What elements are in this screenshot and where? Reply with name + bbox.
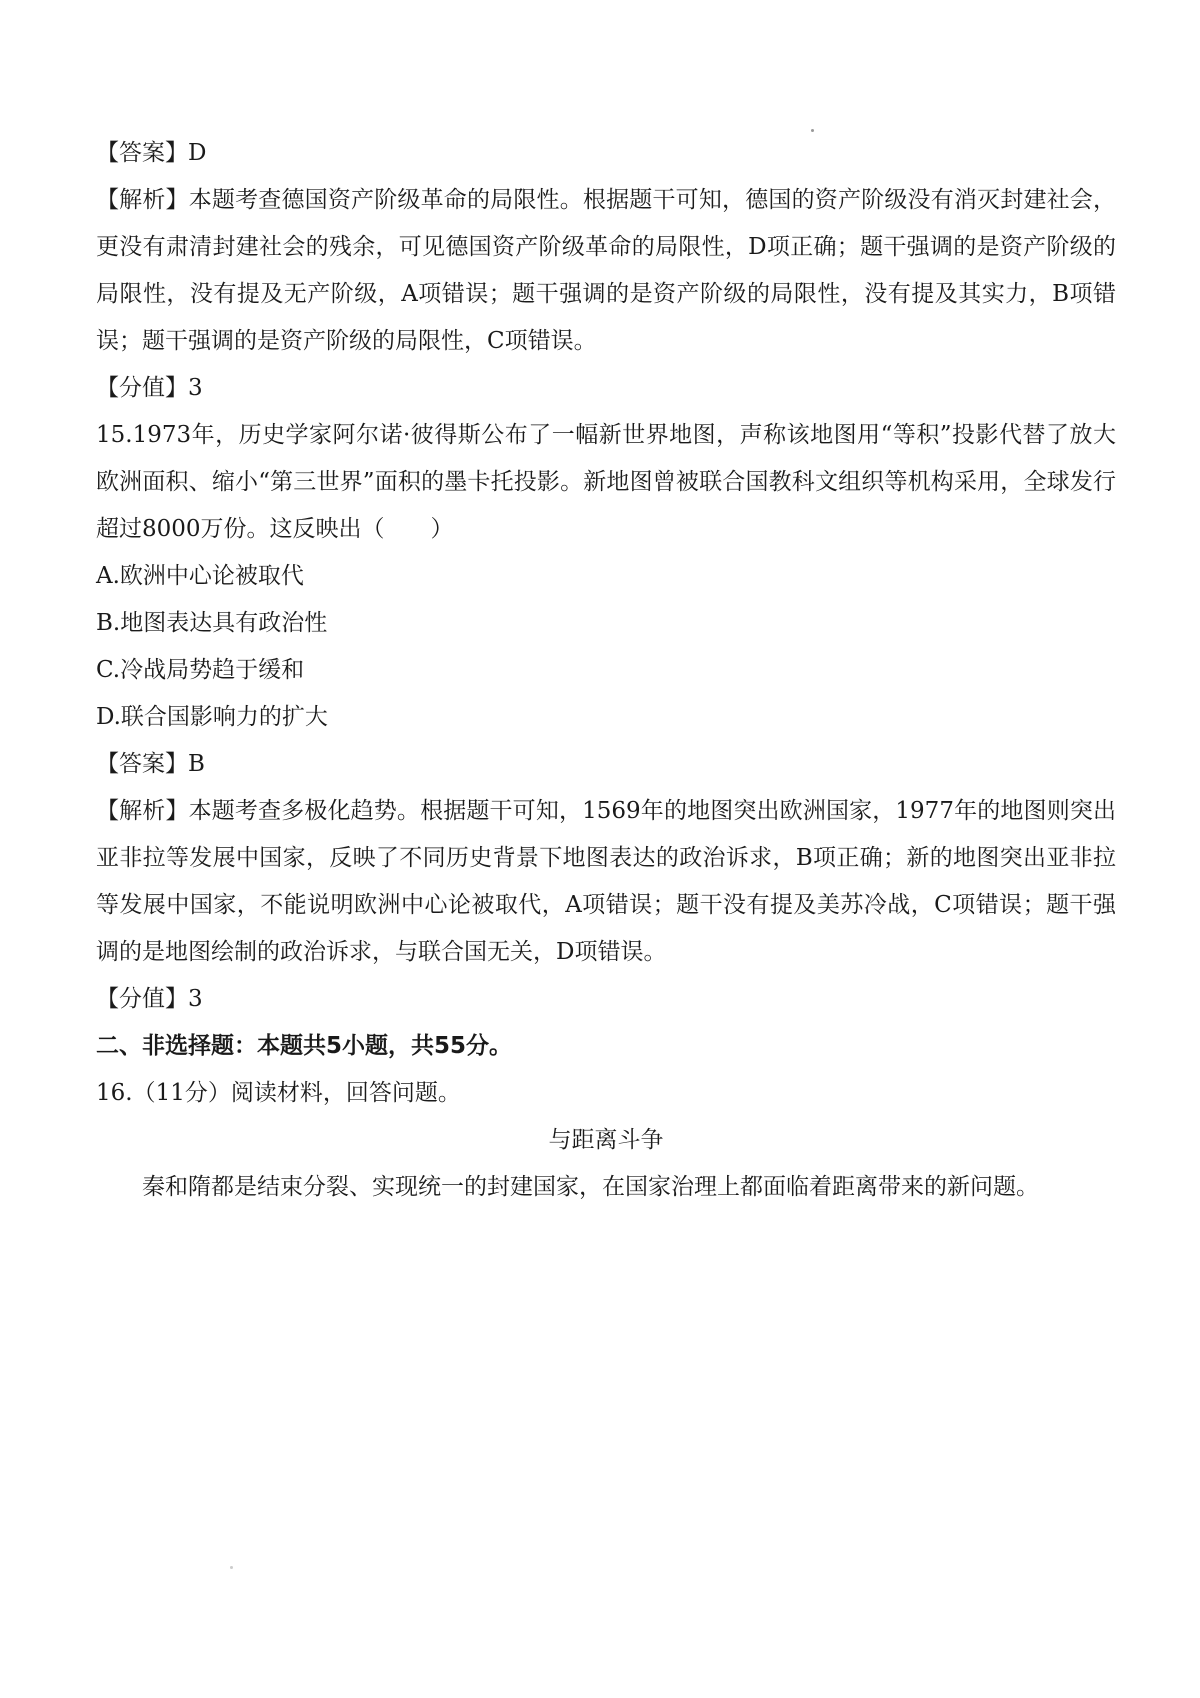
q14-answer: 【答案】D [96,140,207,166]
q15-option-c: C.冷战局势趋于缓和 [96,657,305,683]
speck-bottom [230,1566,233,1569]
q16-material-text: 秦和隋都是结束分裂、实现统一的封建国家，在国家治理上都面临着距离带来的新问题。 [142,1174,1039,1200]
q15-option-b: B.地图表达具有政治性 [96,610,328,636]
q15-answer: 【答案】B [96,751,205,777]
document-page [96,130,1116,1211]
q15-analysis: 【解析】本题考查多极化趋势。根据题干可知，1569年的地图突出欧洲国家，1977年的地图则突出亚非拉等发展中国家，反映了不同历史背景下地图表达的政治诉求，B项正确；新的地图突出亚非拉等发展中国家，不能说明欧洲中心论被取代，A项错误；题干没有提及美苏冷战，C项错误；题干强调的是地图绘制的政治诉求，与联合国无关，D项错误。 [96,798,1116,965]
q14-analysis: 【解析】本题考查德国资产阶级革命的局限性。根据题干可知，德国的资产阶级没有消灭封建社会，更没有肃清封建社会的残余，可见德国资产阶级革命的局限性，D项正确；题干强调的是资产阶级的局限性，没有提及无产阶级，A项错误；题干强调的是资产阶级的局限性，没有提及其实力，B项错误；题干强调的是资产阶级的局限性，C项错误。 [96,187,1116,354]
q15-option-d: D.联合国影响力的扩大 [96,704,328,730]
q15-stem: 15.1973年，历史学家阿尔诺·彼得斯公布了一幅新世界地图，声称该地图用“等积”投影代替了放大欧洲面积、缩小“第三世界”面积的墨卡托投影。新地图曾被联合国教科文组织等机构采用，全球发行超过8000万份。这反映出（ ） [96,422,1116,542]
q15-score: 【分值】3 [96,986,203,1012]
q14-score: 【分值】3 [96,375,203,401]
q16-material-title: 与距离斗争 [548,1127,664,1153]
q16-stem: 16.（11分）阅读材料，回答问题。 [96,1080,461,1106]
section-heading: 二、非选择题：本题共5小题，共55分。 [96,1033,513,1059]
q15-option-a: A.欧洲中心论被取代 [96,563,304,589]
